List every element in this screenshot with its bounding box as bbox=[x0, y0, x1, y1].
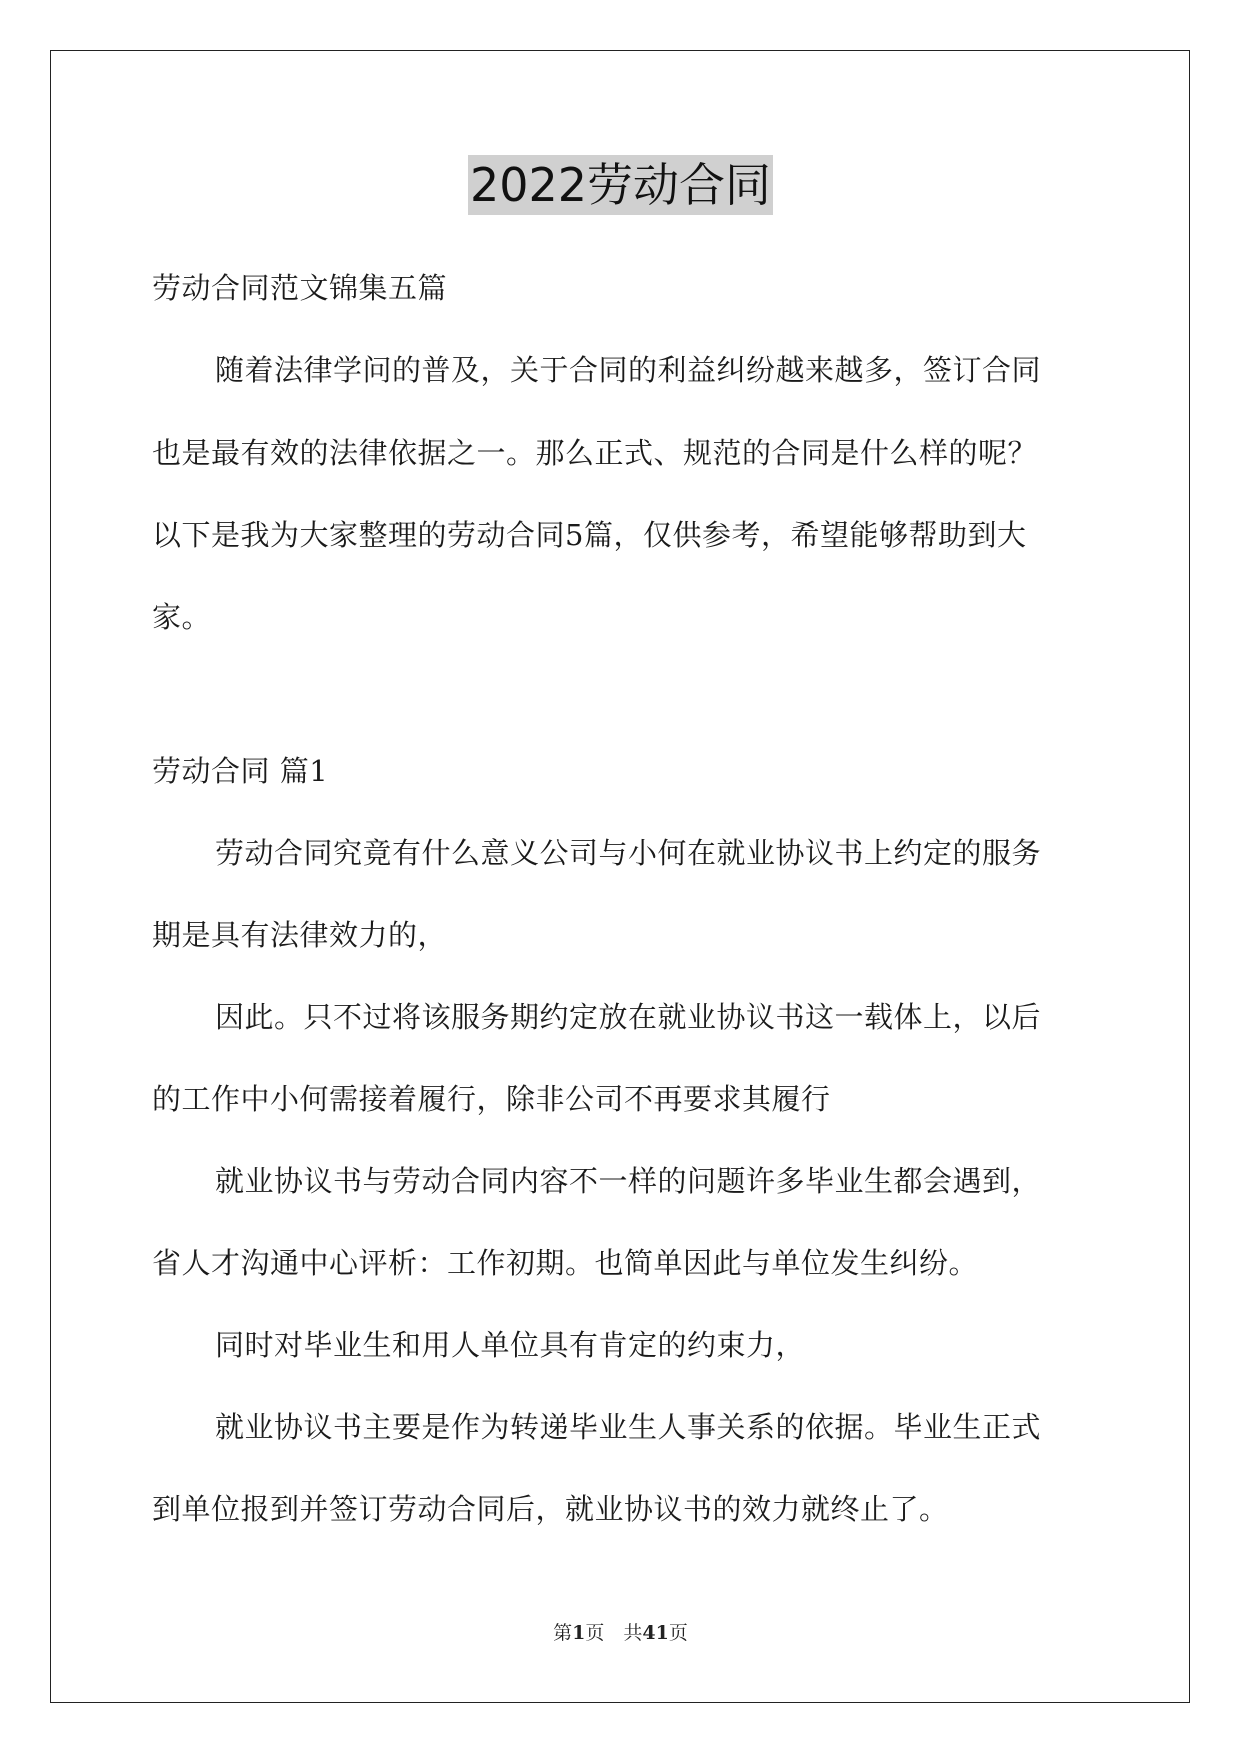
document-subtitle: 劳动合同范文锦集五篇 bbox=[152, 271, 448, 305]
current-page-number: 1 bbox=[572, 1622, 586, 1644]
body-paragraph-line: 同时对毕业生和用人单位具有肯定的约束力， bbox=[215, 1328, 806, 1362]
body-paragraph-line: 的工作中小何需接着履行，除非公司不再要求其履行 bbox=[152, 1082, 831, 1116]
intro-paragraph-line: 随着法律学问的普及，关于合同的利益纠纷越来越多，签订合同 bbox=[215, 353, 1042, 387]
body-paragraph-line: 就业协议书与劳动合同内容不一样的问题许多毕业生都会遇到， bbox=[215, 1164, 1042, 1198]
body-paragraph-line: 因此。只不过将该服务期约定放在就业协议书这一载体上，以后 bbox=[215, 1000, 1042, 1034]
page-footer bbox=[0, 1620, 1241, 1646]
page-label-prefix: 第 bbox=[553, 1622, 573, 1644]
page-label-middle: 页 共 bbox=[585, 1622, 643, 1644]
document-title: 2022劳动合同 bbox=[468, 155, 773, 215]
intro-paragraph-line: 以下是我为大家整理的劳动合同5篇，仅供参考，希望能够帮助到大 bbox=[152, 518, 1027, 552]
section-heading: 劳动合同 篇1 bbox=[152, 754, 329, 788]
body-paragraph-line: 就业协议书主要是作为转递毕业生人事关系的依据。毕业生正式 bbox=[215, 1410, 1042, 1444]
intro-paragraph-line: 也是最有效的法律依据之一。那么正式、规范的合同是什么样的呢？ bbox=[152, 436, 1038, 470]
title-container bbox=[0, 155, 1241, 215]
intro-paragraph-line: 家。 bbox=[152, 600, 212, 634]
body-paragraph-line: 省人才沟通中心评析：工作初期。也简单因此与单位发生纠纷。 bbox=[152, 1246, 979, 1280]
body-paragraph-line: 劳动合同究竟有什么意义公司与小何在就业协议书上约定的服务 bbox=[215, 836, 1042, 870]
page-label-suffix: 页 bbox=[668, 1622, 688, 1644]
body-paragraph-line: 期是具有法律效力的， bbox=[152, 918, 448, 952]
total-page-count: 41 bbox=[642, 1622, 669, 1644]
body-paragraph-line: 到单位报到并签订劳动合同后，就业协议书的效力就终止了。 bbox=[152, 1492, 949, 1526]
